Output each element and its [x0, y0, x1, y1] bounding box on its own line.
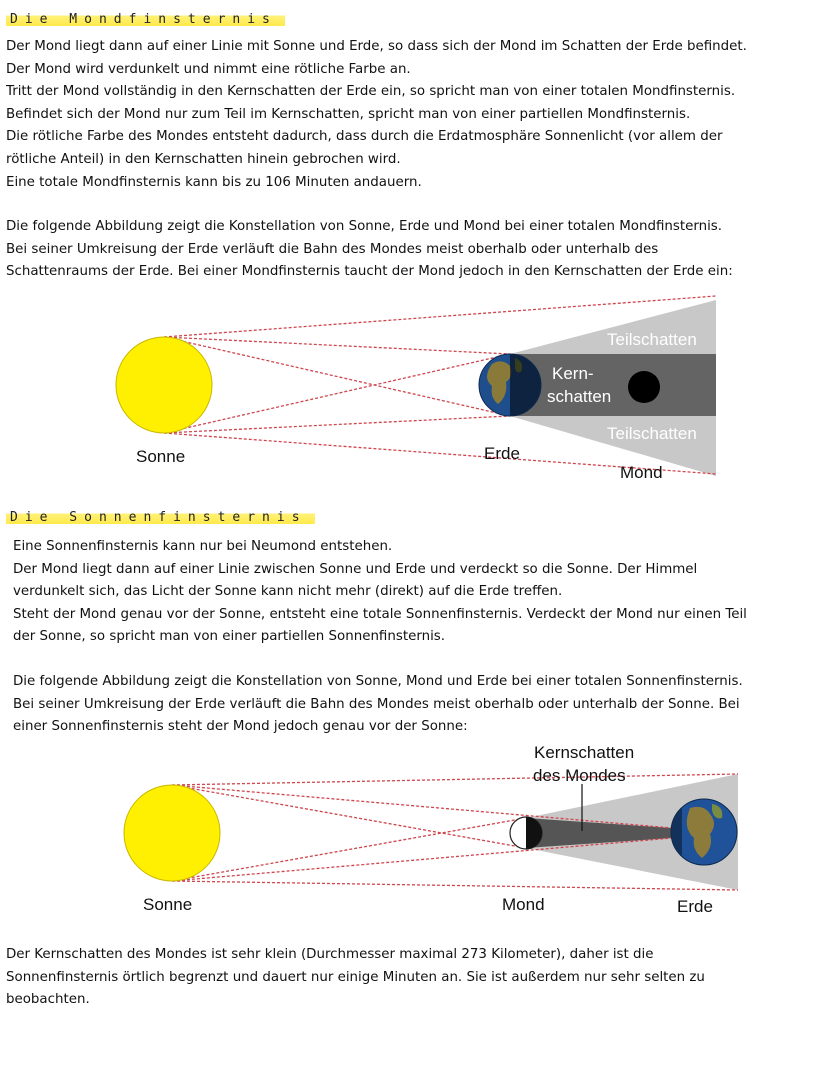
text-line: Der Mond wird verdunkelt und nimmt eine rötliche Farbe an.	[6, 61, 411, 77]
text-line: verdunkelt sich, das Licht der Sonne kann nicht mehr (direkt) auf die Erde treffen.	[13, 584, 563, 600]
label-mond: Mond	[502, 895, 545, 914]
text-line: rötliche Anteil) in den Kernschatten hinein gebrochen wird.	[6, 151, 401, 167]
text-line: Steht der Mond genau vor der Sonne, entsteht eine totale Sonnenfinsternis. Verdeckt der Mond nur einen Teil	[13, 606, 747, 622]
text-line: Der Kernschatten des Mondes ist sehr klein (Durchmesser maximal 273 Kilometer), daher ist die	[6, 947, 654, 962]
label-teilschatten-bottom: Teilschatten	[607, 424, 697, 443]
text-line: Der Mond liegt dann auf einer Linie mit Sonne und Erde, so dass sich der Mond im Schatten der Erde befindet.	[6, 39, 747, 54]
label-mond: Mond	[620, 463, 663, 482]
text-line: beobachten.	[6, 992, 90, 1008]
text-line: Bei seiner Umkreisung der Erde verläuft die Bahn des Mondes meist oberhalb oder unterhalb der Sonne. Bei	[13, 696, 740, 712]
label-sonne: Sonne	[136, 447, 186, 466]
label-kernschatten: Kernschatten	[534, 743, 635, 762]
sonnenfinsternis-heading: Die Sonnenfinsternis	[6, 508, 315, 526]
sun-icon	[124, 785, 220, 881]
label-erde: Erde	[677, 897, 713, 916]
text-line: Sonnenfinsternis örtlich begrenzt und dauert nur einige Minuten an. Sie ist außerdem nur sehr selten zu	[6, 969, 705, 985]
sonnen-paragraph-footer	[6, 944, 705, 1012]
sun-icon	[116, 337, 212, 433]
label-des-mondes: des Mondes	[533, 766, 626, 785]
sonnen-paragraph-1	[13, 536, 747, 739]
text-line: Schattenraums der Erde. Bei einer Mondfinsternis taucht der Mond jedoch in den Kernschatten der Erde ein:	[6, 264, 733, 280]
text-line: Eine Sonnenfinsternis kann nur bei Neumond entstehen.	[13, 539, 393, 554]
text-line: Eine totale Mondfinsternis kann bis zu 106 Minuten andauern.	[6, 174, 422, 190]
text-line: Die folgende Abbildung zeigt die Konstellation von Sonne, Erde und Mond bei einer totalen Mondfinsternis.	[6, 219, 723, 235]
text-line: Bei seiner Umkreisung der Erde verläuft die Bahn des Mondes meist oberhalb oder unterhalb des	[6, 241, 659, 257]
sonnenfinsternis-diagram	[100, 738, 740, 922]
mondfinsternis-heading: Die Mondfinsternis	[6, 10, 285, 28]
mondfinsternis-diagram	[100, 292, 724, 492]
text-line: Befindet sich der Mond nur zum Teil im Kernschatten, spricht man von einer partiellen Mondfinsternis.	[6, 106, 691, 122]
text-line: Die rötliche Farbe des Mondes entsteht dadurch, dass durch die Erdatmosphäre Sonnenlicht (vor allem der	[6, 129, 723, 145]
text-line: Die folgende Abbildung zeigt die Konstellation von Sonne, Mond und Erde bei einer totalen Sonnenfinsternis.	[13, 673, 743, 689]
label-sonne: Sonne	[143, 895, 193, 914]
mond-paragraph-1	[6, 36, 747, 284]
label-erde: Erde	[484, 444, 520, 463]
label-kern: Kern-	[552, 364, 594, 383]
text-line: Der Mond liegt dann auf einer Linie zwischen Sonne und Erde und verdeckt so die Sonne. Der Himmel	[13, 561, 698, 577]
moon-icon	[628, 371, 660, 403]
text-line: Tritt der Mond vollständig in den Kernschatten der Erde ein, so spricht man von einer totalen Mondfinsternis.	[6, 84, 736, 100]
label-teilschatten-top: Teilschatten	[607, 330, 697, 349]
label-schatten: schatten	[547, 387, 612, 406]
text-line: der Sonne, so spricht man von einer partiellen Sonnenfinsternis.	[13, 629, 446, 645]
text-line: einer Sonnenfinsternis steht der Mond jedoch genau vor der Sonne:	[13, 719, 468, 735]
